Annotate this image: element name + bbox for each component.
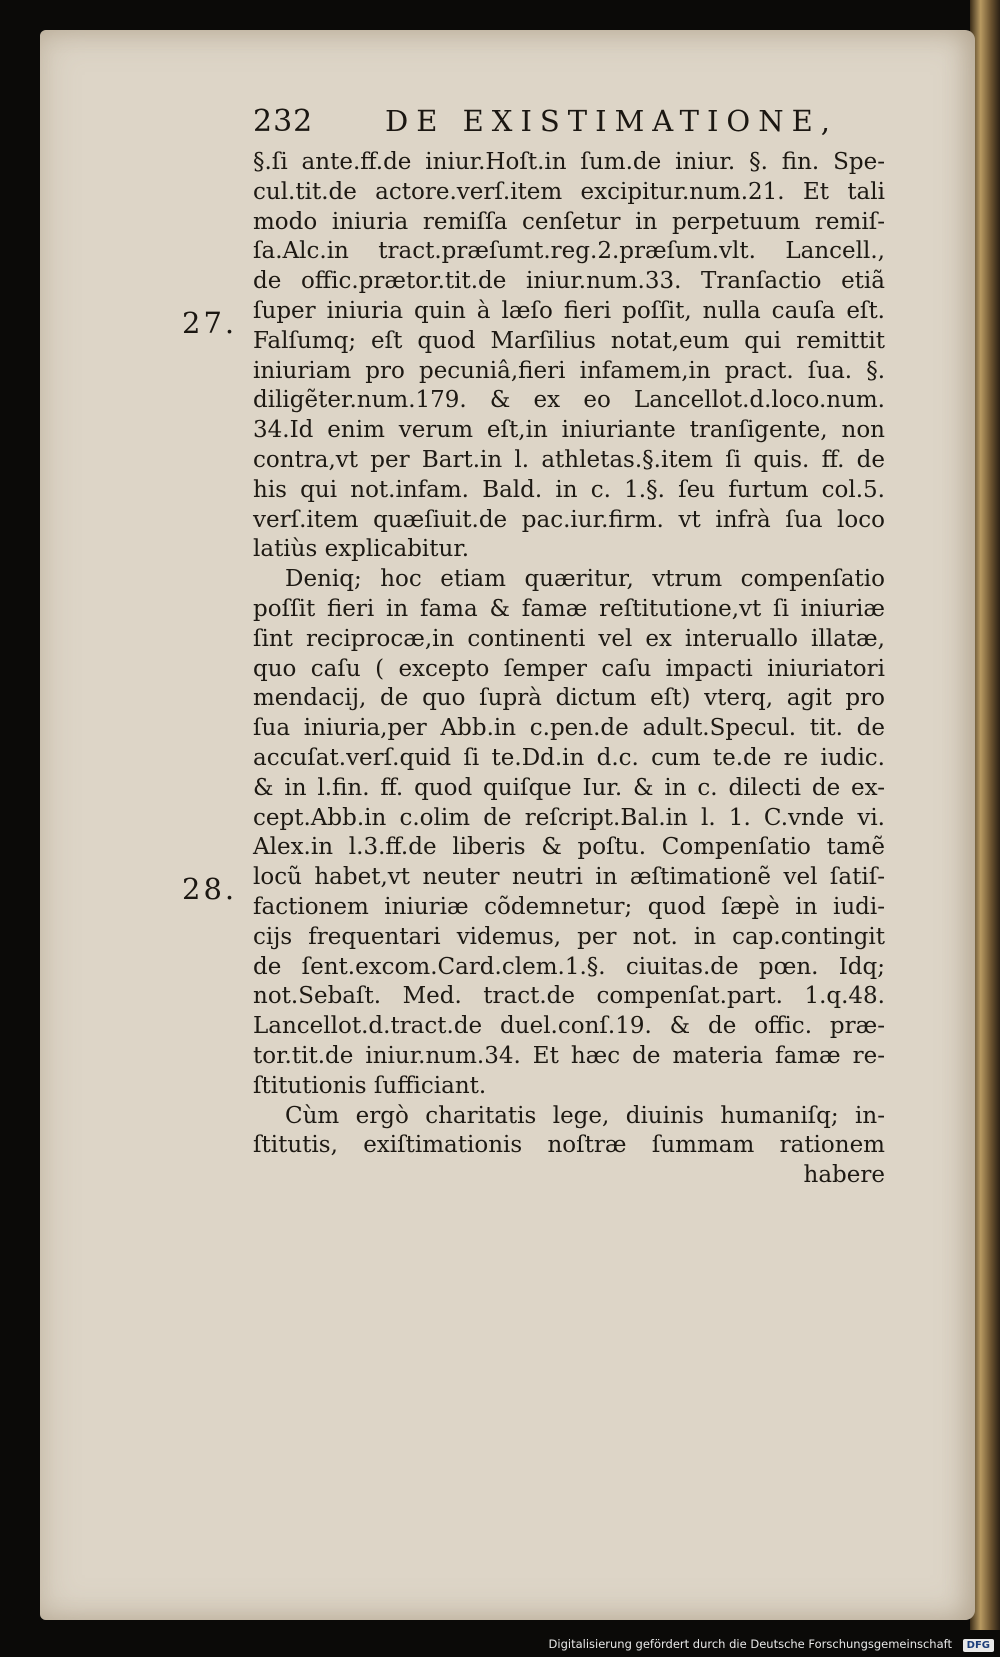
margin-number-27: 27. (182, 306, 238, 340)
text-line: diligẽter.num.179. & ex eo Lancellot.d.loco.num. (253, 387, 885, 414)
text-line: §.ſi ante.ff.de iniur.Hoſt.in ſum.de iniur. §. fin. Spe- (253, 149, 885, 175)
text-line: modo iniuria remiſſa cenſetur in perpetuum remiſ- (253, 208, 885, 235)
text-line: Alex.in l.3.ff.de liberis & poſtu. Compenſatio tamẽ (253, 834, 885, 861)
text-line: accuſat.verſ.quid ſi te.Dd.in d.c. cum te.de re iudic. (253, 744, 885, 771)
text-line: Lancellot.d.tract.de duel.conſ.19. & de offic. præ- (253, 1013, 885, 1040)
text-line: mendacij, de quo ſuprà dictum eſt) vterq, agit pro (253, 685, 885, 712)
text-line: 34.Id enim verum eſt,in iniuriante tranſigente, non (253, 417, 885, 444)
text-line: quo caſu ( excepto ſemper caſu impacti iniuriatori (253, 655, 885, 682)
page-header (253, 104, 873, 148)
body-text (253, 148, 885, 1191)
text-line: tor.tit.de iniur.num.34. Et hæc de materia famæ re- (253, 1042, 885, 1069)
text-line: his qui not.infam. Bald. in c. 1.§. ſeu furtum col.5. (253, 476, 885, 503)
text-line: cept.Abb.in c.olim de reſcript.Bal.in l. 1. C.vnde vi. (253, 804, 885, 831)
text-line: de ſent.excom.Card.clem.1.§. ciuitas.de pœn. Idq; (253, 953, 885, 980)
text-line: ſua iniuria,per Abb.in c.pen.de adult.Specul. tit. de (253, 715, 885, 742)
page-number: 232 (253, 104, 314, 139)
text-line: contra,vt per Bart.in l. athletas.§.item ſi quis. ff. de (253, 446, 885, 473)
text-line: Falſumq; eſt quod Marſilius notat,eum qui remittit (253, 327, 885, 354)
text-line: factionem iniuriæ cõdemnetur; quod ſæpè in iudi- (253, 893, 885, 920)
text-line: cijs frequentari videmus, per not. in cap.contingit (253, 923, 885, 950)
text-line: & in l.fin. ff. quod quiſque Iur. & in c. dilecti de ex- (253, 774, 885, 801)
text-line: verſ.item quæſiuit.de pac.iur.firm. vt infrà ſua loco (253, 506, 885, 533)
text-line: ſa.Alc.in tract.præſumt.reg.2.præſum.vlt. Lancell., (253, 238, 885, 265)
text-line: de offic.prætor.tit.de iniur.num.33. Tranſactio etiã (253, 268, 885, 295)
dfg-logo: DFG (963, 1639, 994, 1652)
text-line: Deniq; hoc etiam quæritur, vtrum compenſatio (285, 566, 885, 593)
text-line: cul.tit.de actore.verſ.item excipitur.num.21. Et tali (253, 178, 885, 205)
text-line: not.Sebaſt. Med. tract.de compenſat.part. 1.q.48. (253, 983, 885, 1010)
text-line: ſint reciprocæ,in continenti vel ex interuallo illatæ, (253, 625, 885, 652)
margin-number-28: 28. (182, 872, 238, 906)
text-line: ſuper iniuria quin à læſo fieri poſſit, nulla cauſa eſt. (253, 297, 885, 324)
text-line: ſtitutionis ſufficiant. (253, 1072, 487, 1099)
text-line: locũ habet,vt neuter neutri in æſtimationẽ vel ſatiſ- (253, 864, 885, 891)
footer-bar (0, 1630, 1000, 1657)
text-line: latiùs explicabitur. (253, 536, 470, 563)
text-line: poſſit fieri in fama & famæ reſtitutione,vt ſi iniuriæ (253, 595, 885, 622)
dfg-credit-text: Digitalisierung gefördert durch die Deutsche Forschungsgemeinschaft (548, 1637, 952, 1651)
text-line: iniuriam pro pecuniâ,fieri infamem,in pract. ſua. §. (253, 357, 885, 384)
text-line: ſtitutis, exiſtimationis noſtræ ſummam rationem (253, 1132, 885, 1159)
text-line: Cùm ergò charitatis lege, diuinis humaniſq; in- (285, 1102, 885, 1129)
running-head: DE EXISTIMATIONE, (385, 104, 838, 138)
catchword: habere (803, 1162, 885, 1189)
